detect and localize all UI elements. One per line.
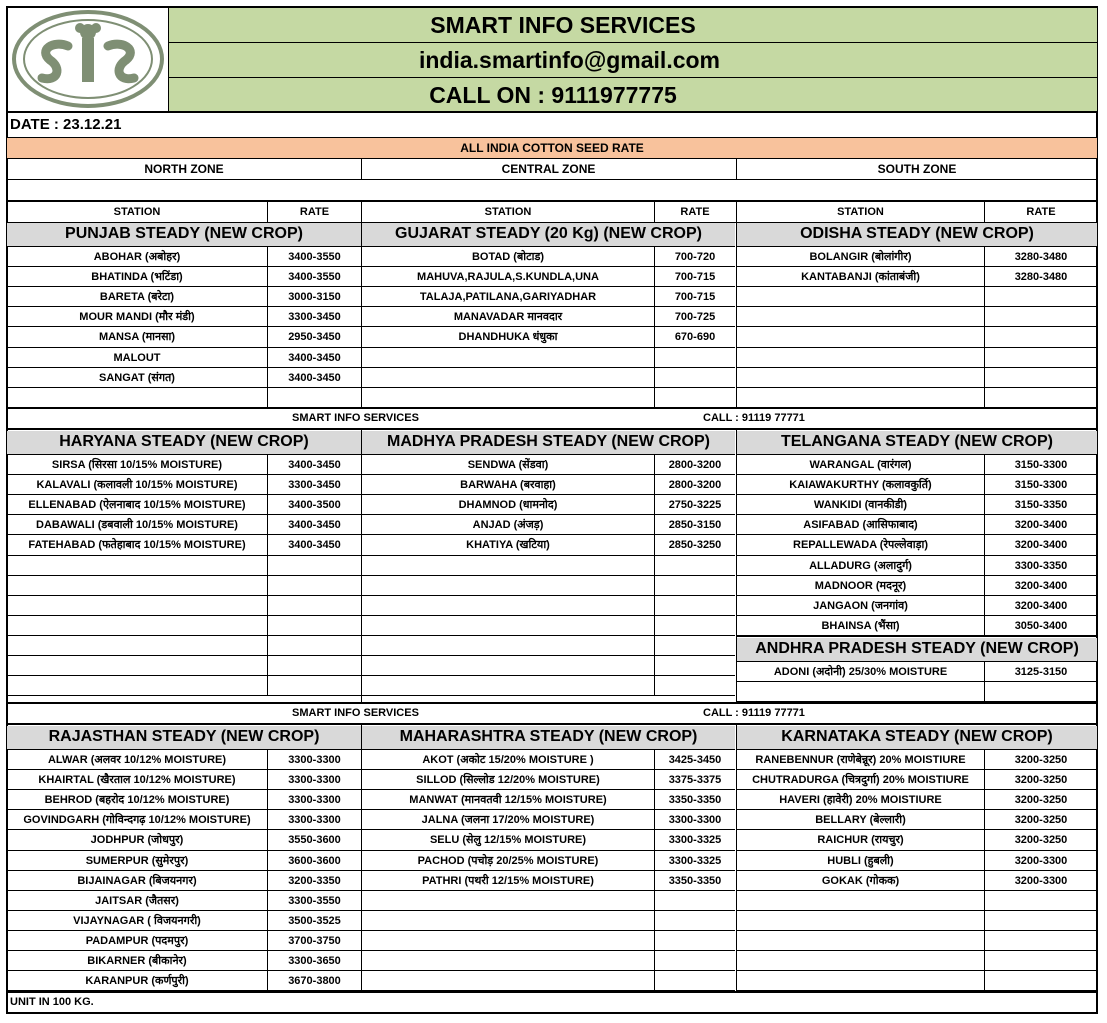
unit-note: UNIT IN 100 KG. — [10, 996, 94, 1008]
station-cell: KARANPUR (कर्णपुरी) — [85, 975, 189, 988]
footer-call-2: CALL : 91119 77771 — [703, 707, 805, 719]
rate-cell: 3200-3300 — [1014, 874, 1068, 887]
station-cell: ALLADURG (अलादुर्ग) — [809, 559, 912, 572]
rate-cell: 2950-3450 — [288, 331, 341, 344]
station-cell: FATEHABAD (फतेहाबाद 10/15% MOISTURE) — [28, 539, 246, 552]
rate-cell: 3200-3250 — [1014, 834, 1068, 847]
rate-cell: 3200-3250 — [1014, 754, 1068, 766]
rate-cell: 3500-3525 — [288, 914, 341, 927]
state-title: KARNATAKA STEADY (NEW CROP) — [737, 726, 1097, 749]
rate-cell: 3400-3450 — [288, 459, 341, 471]
rate-cell: 3200-3400 — [1014, 579, 1068, 592]
sis-logo — [8, 8, 168, 111]
station-cell: ADONI (अदोनी) 25/30% MOISTURE — [773, 666, 948, 678]
zone-north: NORTH ZONE — [144, 162, 224, 176]
station-cell: ABOHAR (अबोहर) — [93, 251, 181, 263]
rate-cell: 700-715 — [674, 271, 716, 284]
rate-cell: 3300-3450 — [288, 311, 341, 324]
footer-call-1: CALL : 91119 77771 — [703, 412, 805, 424]
rate-cell: 3200-3350 — [288, 874, 341, 887]
rate-cell: 3300-3300 — [288, 774, 341, 787]
station-cell: MAHUVA,RAJULA,S.KUNDLA,UNA — [417, 271, 599, 284]
rate-cell: 2800-3200 — [668, 459, 722, 471]
col-station-south: STATION — [837, 206, 884, 218]
rate-cell: 3200-3250 — [1014, 814, 1068, 827]
station-cell: BOLANGIR (बोलांगीर) — [809, 251, 912, 263]
rate-cell: 3300-3350 — [1014, 559, 1068, 572]
rate-cell: 3400-3450 — [288, 539, 341, 552]
station-cell: MANAVADAR मानवदार — [453, 311, 563, 324]
rate-cell: 3425-3450 — [668, 754, 722, 766]
rate-cell: 2850-3150 — [668, 519, 722, 532]
station-cell: RAICHUR (रायचुर) — [817, 834, 904, 847]
rate-cell: 3280-3480 — [1014, 271, 1068, 284]
rate-cell: 2750-3225 — [668, 499, 722, 512]
station-cell: BARETA (बरेटा) — [99, 291, 175, 304]
station-cell: KANTABANJI (कांताबंजी) — [801, 271, 920, 284]
station-cell: SIRSA (सिरसा 10/15% MOISTURE) — [51, 459, 223, 471]
rate-cell: 3400-3450 — [288, 371, 341, 384]
rate-cell: 3150-3350 — [1014, 499, 1068, 512]
rate-cell: 3300-3325 — [668, 834, 722, 847]
station-cell: DHANDHUKA धंधुका — [458, 331, 558, 344]
banner-title: ALL INDIA COTTON SEED RATE — [7, 138, 1097, 158]
rate-cell: 700-720 — [674, 251, 716, 263]
footer-company-1: SMART INFO SERVICES — [292, 412, 419, 424]
station-cell: JAITSAR (जैतसर) — [95, 894, 179, 907]
rate-cell: 3375-3375 — [668, 774, 722, 787]
rate-cell: 3350-3350 — [668, 794, 722, 807]
company-name: SMART INFO SERVICES — [430, 12, 696, 38]
rate-cell: 3000-3150 — [288, 291, 341, 304]
station-cell: REPALLEWADA (रेपल्लेवाड़ा) — [793, 539, 928, 552]
station-cell: VIJAYNAGAR ( विजयनगरी) — [73, 914, 201, 927]
station-cell: JODHPUR (जोधपुर) — [90, 834, 184, 847]
rate-cell: 700-715 — [674, 291, 716, 304]
station-cell: PATHRI (पथरी 12/15% MOISTURE) — [422, 874, 594, 887]
col-rate-south: RATE — [1026, 206, 1056, 218]
footer-company-2: SMART INFO SERVICES — [292, 707, 419, 719]
state-title: RAJASTHAN STEADY (NEW CROP) — [7, 726, 361, 749]
station-cell: RANEBENNUR (राणेबेन्नूर) 20% MOISTIURE — [755, 754, 966, 766]
zone-south: SOUTH ZONE — [877, 162, 957, 176]
station-cell: ASIFABAD (आसिफाबाद) — [803, 519, 918, 532]
station-cell: CHUTRADURGA (चित्रदुर्गा) 20% MOISTIURE — [752, 774, 969, 787]
station-cell: MALOUT — [113, 351, 161, 364]
col-rate-north: RATE — [299, 206, 330, 218]
station-cell: BARWAHA (बरवाहा) — [460, 479, 556, 492]
state-title: MADHYA PRADESH STEADY (NEW CROP) — [362, 431, 735, 454]
state-title: MAHARASHTRA STEADY (NEW CROP) — [362, 726, 735, 749]
rate-cell: 3200-3400 — [1014, 539, 1068, 552]
rate-cell: 3150-3300 — [1014, 459, 1068, 471]
station-cell: SILLOD (सिल्लोड 12/20% MOISTURE) — [416, 774, 600, 787]
station-cell: AKOT (अकोट 15/20% MOISTURE ) — [422, 754, 594, 766]
rate-cell: 3200-3250 — [1014, 774, 1068, 787]
station-cell: JALNA (जलना 17/20% MOISTURE) — [421, 814, 595, 827]
rate-cell: 3200-3250 — [1014, 794, 1068, 807]
station-cell: KHAIRTAL (खैरताल 10/12% MOISTURE) — [38, 774, 236, 787]
col-station-central: STATION — [484, 206, 532, 218]
station-cell: GOKAK (गोकक) — [821, 874, 900, 887]
station-cell: HAVERI (हावेरी) 20% MOISTIURE — [779, 794, 942, 807]
rate-cell: 3400-3550 — [288, 251, 341, 263]
station-cell: ANJAD (अंजड़) — [472, 519, 544, 532]
station-cell: SENDWA (सेंडवा) — [467, 459, 549, 471]
rate-cell: 2800-3200 — [668, 479, 722, 492]
station-cell: BIJAINAGAR (बिजयनगर) — [77, 874, 197, 887]
rate-cell: 3300-3300 — [288, 814, 341, 827]
station-cell: PACHOD (पचोड़ 20/25% MOISTURE) — [417, 854, 599, 867]
rate-cell: 3300-3300 — [288, 794, 341, 807]
report-date: DATE : 23.12.21 — [10, 116, 122, 133]
station-cell: BELLARY (बेल्लारी) — [815, 814, 906, 827]
station-cell: DHAMNOD (धामनोद) — [458, 499, 558, 512]
rate-cell: 3200-3300 — [1014, 854, 1068, 867]
col-rate-central: RATE — [680, 206, 710, 218]
rate-cell: 3400-3450 — [288, 351, 341, 364]
rate-cell: 3200-3400 — [1014, 519, 1068, 532]
contact-email[interactable]: india.smartinfo@gmail.com — [418, 47, 721, 73]
state-title: ANDHRA PRADESH STEADY (NEW CROP) — [737, 638, 1097, 661]
rate-cell: 2850-3250 — [668, 539, 722, 552]
station-cell: SUMERPUR (सुमेरपुर) — [85, 854, 189, 867]
station-cell: GOVINDGARH (गोविन्दगढ़ 10/12% MOISTURE) — [23, 814, 251, 827]
rate-cell: 3300-3300 — [288, 754, 341, 766]
station-cell: HUBLI (हुबली) — [827, 854, 894, 867]
station-cell: ELLENABAD (ऐलनाबाद 10/15% MOISTURE) — [28, 499, 246, 512]
rate-cell: 3300-3325 — [668, 854, 722, 867]
station-cell: BIKARNER (बीकानेर) — [87, 955, 187, 967]
station-cell: MOUR MANDI (मौर मंडी) — [79, 311, 195, 324]
rate-cell: 700-725 — [674, 311, 716, 324]
rate-cell: 3350-3350 — [668, 874, 722, 887]
station-cell: BHAINSA (भैंसा) — [821, 619, 900, 632]
station-cell: WARANGAL (वारंगल) — [809, 459, 912, 471]
state-title: GUJARAT STEADY (20 Kg) (NEW CROP) — [362, 223, 735, 246]
rate-cell: 3280-3480 — [1014, 251, 1068, 263]
station-cell: SELU (सेलु 12/15% MOISTURE) — [429, 834, 587, 847]
col-station-north: STATION — [113, 206, 161, 218]
rate-cell: 3400-3500 — [288, 499, 341, 512]
station-cell: KALAVALI (कलावली 10/15% MOISTURE) — [36, 479, 238, 492]
rate-cell: 3300-3450 — [288, 479, 341, 492]
station-cell: KHATIYA (खटिया) — [466, 539, 550, 552]
station-cell: MADNOOR (मदनूर) — [814, 579, 907, 592]
rate-cell: 3400-3550 — [288, 271, 341, 284]
rate-cell: 3670-3800 — [288, 975, 341, 988]
state-title: ODISHA STEADY (NEW CROP) — [737, 223, 1097, 246]
rate-cell: 3200-3400 — [1014, 599, 1068, 612]
station-cell: KAIAWAKURTHY (कलावकुर्ति) — [789, 479, 932, 492]
rate-cell: 3400-3450 — [288, 519, 341, 532]
station-cell: TALAJA,PATILANA,GARIYADHAR — [419, 291, 597, 304]
rate-cell: 3050-3400 — [1014, 619, 1068, 632]
station-cell: MANWAT (मानवतवी 12/15% MOISTURE) — [409, 794, 607, 807]
rate-cell: 3300-3300 — [668, 814, 722, 827]
zone-central: CENTRAL ZONE — [501, 162, 596, 176]
station-cell: ALWAR (अलवर 10/12% MOISTURE) — [47, 754, 227, 766]
state-title: HARYANA STEADY (NEW CROP) — [7, 431, 361, 454]
state-title: TELANGANA STEADY (NEW CROP) — [737, 431, 1097, 454]
rate-cell: 3600-3600 — [288, 854, 341, 867]
rate-cell: 3300-3650 — [288, 955, 341, 967]
station-cell: BHATINDA (भटिंडा) — [91, 271, 183, 284]
rate-cell: 3700-3750 — [288, 934, 341, 947]
station-cell: PADAMPUR (पदमपुर) — [85, 934, 189, 947]
rate-cell: 3150-3300 — [1014, 479, 1068, 492]
rate-cell: 3550-3600 — [288, 834, 341, 847]
station-cell: JANGAON (जनगांव) — [813, 599, 908, 612]
station-cell: SANGAT (संगत) — [99, 371, 175, 384]
logo-emblem-icon — [8, 8, 168, 111]
station-cell: DABAWALI (डबवाली 10/15% MOISTURE) — [36, 519, 238, 532]
station-cell: BOTAD (बोटाड) — [471, 251, 545, 263]
station-cell: WANKIDI (वानकीडी) — [813, 499, 908, 512]
rate-cell: 3300-3550 — [288, 894, 341, 907]
contact-phone: CALL ON : 9111977775 — [429, 82, 677, 108]
rate-cell: 670-690 — [674, 331, 716, 344]
state-title: PUNJAB STEADY (NEW CROP) — [7, 223, 361, 246]
station-cell: BEHROD (बहरोद 10/12% MOISTURE) — [44, 794, 230, 807]
station-cell: MANSA (मानसा) — [98, 331, 176, 344]
rate-cell: 3125-3150 — [1014, 666, 1068, 678]
